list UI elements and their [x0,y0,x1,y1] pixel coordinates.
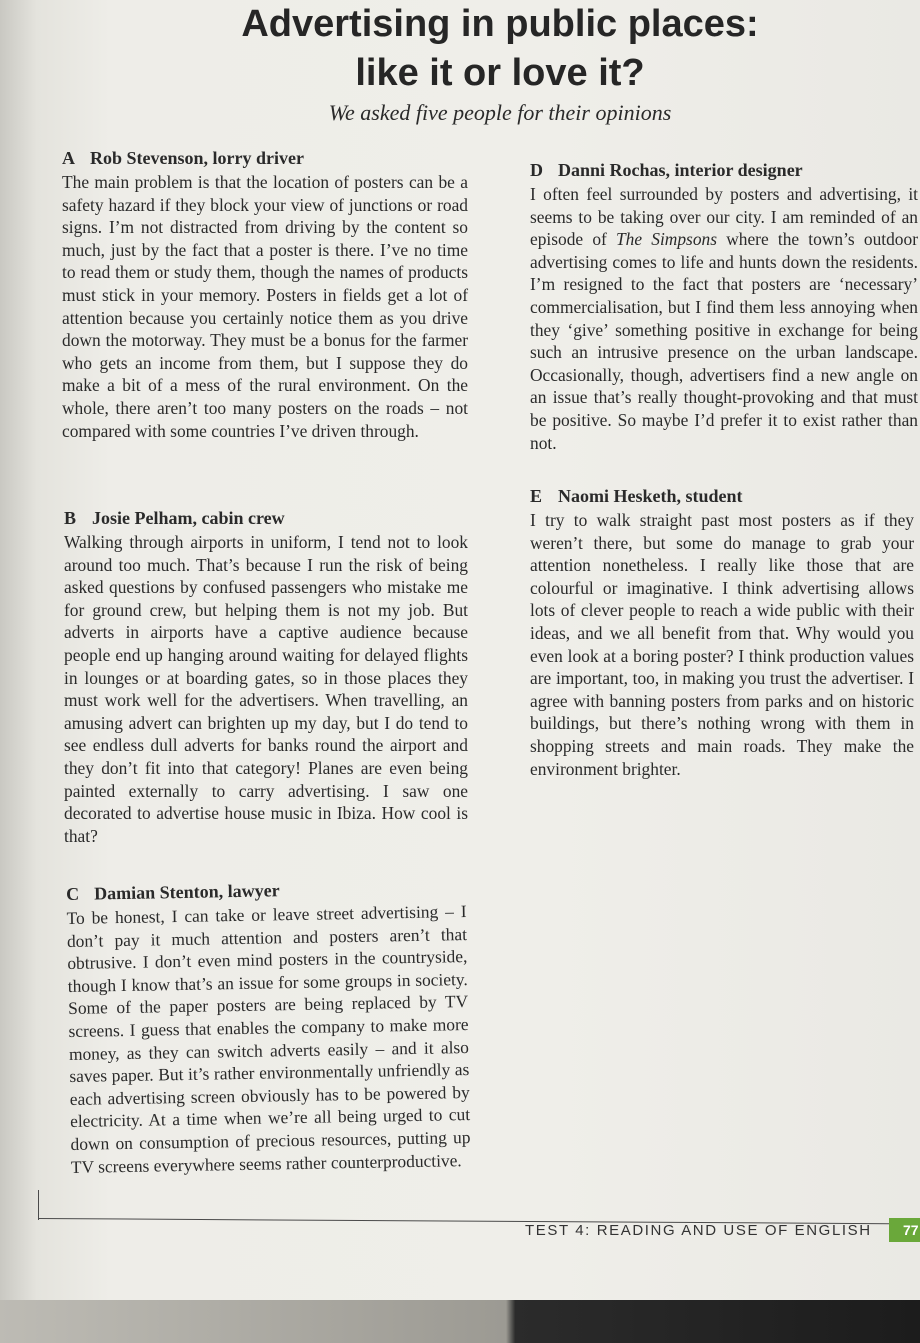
section-e [530,486,914,780]
frame-rule-vertical [38,1190,39,1220]
section-text: The main problem is that the location of posters can be a safety hazard if they block your view of junctions or road signs. I’m not distracted from driving by the content so much, just by the fact that a poster is there. I’ve no time to read them or study them, though the names of products must stick in your memory. Posters in fields get a lot of attention because you certainly notice them as you drive down the motorway. They must be a bonus for the farmer who gets an income from them, but I suppose they do make a bit of a mess of the rural environment. On the whole, there aren’t too many posters on the roads – not compared with some countries I’ve driven through. [62,172,468,441]
section-letter: E [530,486,543,506]
section-letter: A [62,148,75,168]
section-letter: B [64,508,77,528]
section-heading [64,508,468,529]
section-person: Rob Stevenson, lorry driver [90,148,304,168]
section-text: To be honest, I can take or leave street advertising – I don’t pay it much attention and posters aren’t that obtrusive. I don’t even mind posters in the countryside, though I know that’s an issue for some groups in society. Some of the paper posters are being replaced by TV screens. I guess that enables the company to make more money, as they can switch adverts easily – and it also saves paper. But it’s rather environmentally unfriendly as each advertising screen obviously has to be powered by electricity. At a time when we’re all being urged to cut down on consumption of precious resources, putting up TV screens everywhere seems rather counterproductive. [66,901,471,1177]
section-person: Danni Rochas, interior designer [558,160,803,180]
section-heading [62,148,468,169]
section-person: Josie Pelham, cabin crew [92,508,285,528]
section-text-part-2: where the town’s outdoor advertising comes to life and hunts down the residents. I’m resigned to the fact that posters are ‘necessary’ commercialisation, but I find them less annoying when they ‘give’ something positive in exchange for being such an intrusive presence on the urban landscape. Occasionally, though, advertisers find a new angle on an issue that’s really thought-provoking and that must be positive. So maybe I’d prefer it to exist rather than not. [530,229,918,453]
section-text [530,183,918,454]
background-surface [0,1300,920,1343]
section-letter: C [66,883,80,904]
page-title-line-2: like it or love it? [355,52,645,94]
section-heading [530,486,914,507]
section-text-part-1: I often feel surrounded by posters and advertising, it seems to be taking over our city. I am reminded of an episode of [530,184,918,250]
show-title-emphasis: The Simpsons [616,229,717,250]
section-person: Damian Stenton, lawyer [93,880,280,904]
page-subtitle: We asked five people for their opinions [328,100,672,125]
section-c [66,877,471,1178]
footer-label: TEST 4: READING AND USE OF ENGLISH [525,1222,872,1239]
section-person: Naomi Hesketh, student [558,486,743,506]
section-text: I try to walk straight past most posters as if they weren’t there, but some do manage to grab your attention nonetheless. I really like those that are colourful or imaginative. I think advertising allows lots of clever people to reach a wide public with their ideas, and we all benefit from that. Why would you even look at a boring poster? I think production values are important, too, in making you trust the advertiser. I agree with banning posters from parks and on historic buildings, but there’s nothing wrong with them in shopping streets and main roads. They make the environment brighter. [530,510,914,779]
section-letter: D [530,160,543,180]
section-text: Walking through airports in uniform, I tend not to look around too much. That’s because I run the risk of being asked questions by confused passengers who mistake me for ground crew, but helping them is not my job. But adverts in airports have a captive audience because people end up hanging around waiting for delayed flights in lounges or at boarding gates, so in those places they must work well for the advertisers. When travelling, an amusing advert can brighten up my day, but I do tend to see endless dull adverts for banks round the airport and they don’t fit into that category! Planes are even being painted externally to carry advertising. I saw one decorated to advertise house music in Ibiza. How cool is that? [64,532,468,846]
section-a [62,148,468,442]
section-heading [530,160,918,181]
page-title-line-1: Advertising in public places: [241,3,759,45]
section-d [530,160,918,454]
section-b [64,508,468,847]
page-number-badge: 77 [889,1218,920,1242]
